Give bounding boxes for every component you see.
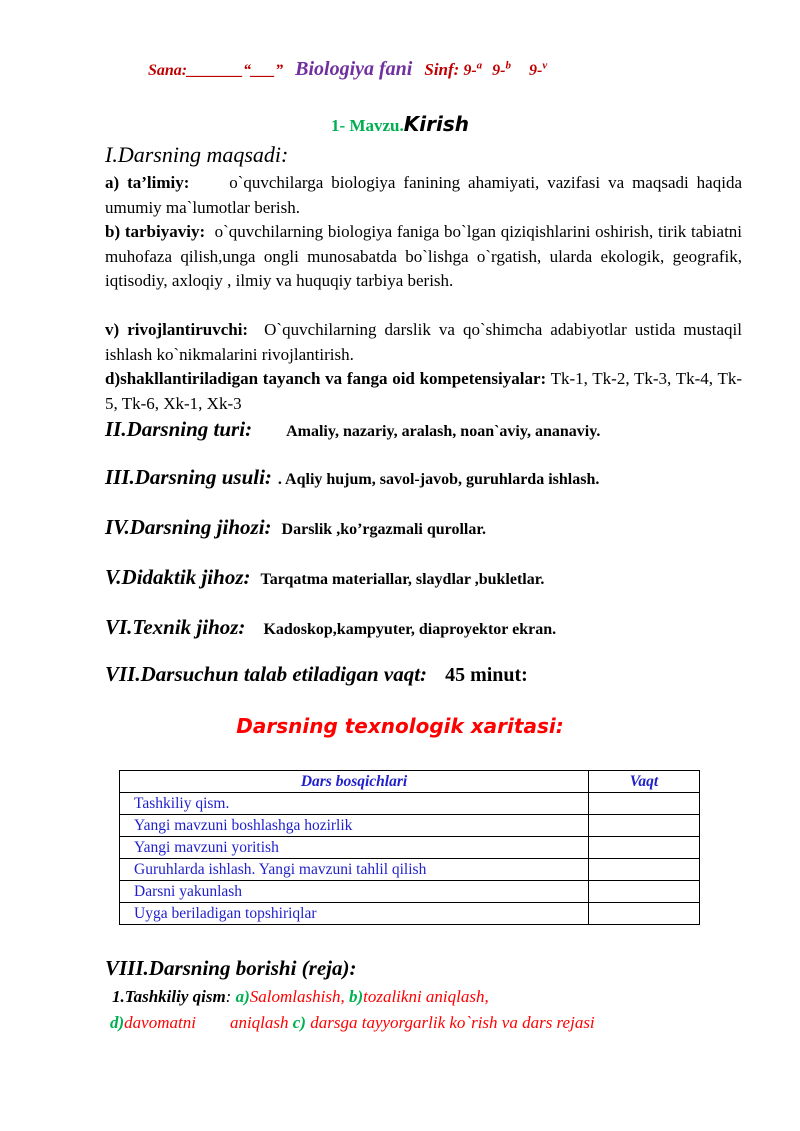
section-method-value: . Aqliy hujum, savol-javob, guruhlarda ishlash. [277, 471, 600, 488]
subject-title: Biologiya fani [295, 58, 413, 80]
section-equipment-title: IV.Darsning jihozi: [105, 515, 272, 539]
section-didactic-title: V.Didaktik jihoz: [105, 565, 251, 589]
class-b: 9-$^b$ [492, 59, 511, 79]
technology-map-table [119, 770, 700, 925]
class-v: 9-$^v$ [528, 59, 548, 79]
section-didactic-value: Tarqatma materiallar, slaydlar ,bukletlar. [260, 571, 545, 588]
section-type [105, 417, 600, 442]
goal-b [105, 220, 742, 294]
goal-v-label: v) rivojlantiruvchi: [105, 320, 249, 339]
plan-d-text: davomatni [124, 1013, 196, 1032]
section-time-value: 45 minut: [445, 664, 528, 686]
section-time [105, 662, 528, 687]
goal-a [105, 171, 742, 220]
column-header-stages: Dars bosqichlari [120, 771, 589, 793]
time-cell [589, 815, 700, 837]
plan-c-text: darsga tayyorgarlik ko`rish va dars rejasi [310, 1013, 595, 1032]
table-row [120, 815, 700, 837]
topic-name: Kirish [403, 112, 469, 136]
class-a: 9-$^a$ [463, 59, 483, 79]
header [148, 58, 547, 81]
stage-cell: Uyga beriladigan topshiriqlar [120, 903, 589, 925]
topic-number: 1- Mavzu. [331, 116, 404, 135]
plan-b-text: tozalikni aniqlash, [363, 987, 489, 1006]
section-type-title: II.Darsning turi: [105, 417, 253, 441]
column-header-time: Vaqt [589, 771, 700, 793]
stage-cell: Tashkiliy qism. [120, 793, 589, 815]
stage-cell: Yangi mavzuni yoritish [120, 837, 589, 859]
plan-d-text2: aniqlash [229, 1013, 289, 1032]
plan-item-label: 1.Tashkiliy qism [112, 987, 226, 1006]
table-row [120, 859, 700, 881]
section-technical-value: Kadoskop,kampyuter, diaproyektor ekran. [263, 621, 557, 638]
goal-a-text: o`quvchilarga biologiya fanining ahamiyati, vazifasi va maqsadi haqida umumiy ma`lumotlar berish. [105, 173, 742, 217]
goal-v [105, 318, 742, 367]
time-cell [589, 859, 700, 881]
stage-cell: Darsni yakunlash [120, 881, 589, 903]
table-row [120, 881, 700, 903]
stage-cell: Guruhlarda ishlash. Yangi mavzuni tahlil qilish [120, 859, 589, 881]
plan-line-1: 1.Tashkiliy qism: a)Salomlashish, b)tozalikni aniqlash, [112, 987, 489, 1006]
technology-map-title: Darsning texnologik xaritasi: [236, 714, 564, 738]
table-header-row [120, 771, 700, 793]
section-didactic [105, 565, 544, 590]
goal-b-label: b) tarbiyaviy: [105, 222, 206, 241]
goal-b-text: o`quvchilarning biologiya faniga bo`lgan qiziqishlarini oshirish, tirik tabiatni muhofaza qilish,unga ongli munosabatda bo`lishga o`rgatish, ularda ekologik, geografik, iqtisodiy, axloqiy , ilmiy va huquqiy tarbiya berish. [105, 222, 743, 290]
table-row [120, 837, 700, 859]
section-method [105, 465, 599, 490]
goal-a-label: a) ta’limiy: [105, 173, 190, 192]
section-technical-title: VI.Texnik jihoz: [105, 615, 246, 639]
goal-d-text: Tk-1, Tk-2, Tk-3, Tk-4, Tk-5, Tk-6, Xk-1, Xk-3 [105, 369, 742, 413]
plan-a-text: Salomlashish, [249, 987, 345, 1006]
class-label: Sinf: [424, 60, 460, 79]
time-cell [589, 903, 700, 925]
goal-v-text: O`quvchilarning darslik va qo`shimcha adabiyotlar ustida mustaqil ishlash ko`nikmalarini rivojlantirish. [105, 320, 742, 364]
time-cell [589, 881, 700, 903]
plan-line-2: d)davomatni aniqlash c) darsga tayyorgarlik ko`rish va dars rejasi [110, 1013, 595, 1032]
date-label: Sana:_______“___” [148, 62, 284, 79]
section-method-title: III.Darsning usuli: [105, 465, 272, 489]
section-type-value: Amaliy, nazariy, aralash, noan`aviy, ananaviy. [286, 423, 601, 440]
plan-heading: VIII.Darsning borishi (reja): [105, 956, 357, 980]
time-cell [589, 837, 700, 859]
time-cell [589, 793, 700, 815]
table-row [120, 903, 700, 925]
topic-title [0, 112, 800, 136]
goal-d-label: d)shakllantiriladigan tayanch va fanga oid kompetensiyalar: [105, 369, 547, 388]
section-equipment [105, 515, 486, 540]
section-time-title: VII.Darsuchun talab etiladigan vaqt: [105, 662, 428, 686]
section-technical [105, 615, 556, 640]
section-equipment-value: Darslik ,ko’rgazmali qurollar. [281, 521, 486, 538]
goal-d [105, 367, 742, 416]
stage-cell: Yangi mavzuni boshlashga hozirlik [120, 815, 589, 837]
table-row [120, 793, 700, 815]
goals-heading: I.Darsning maqsadi: [105, 142, 289, 167]
